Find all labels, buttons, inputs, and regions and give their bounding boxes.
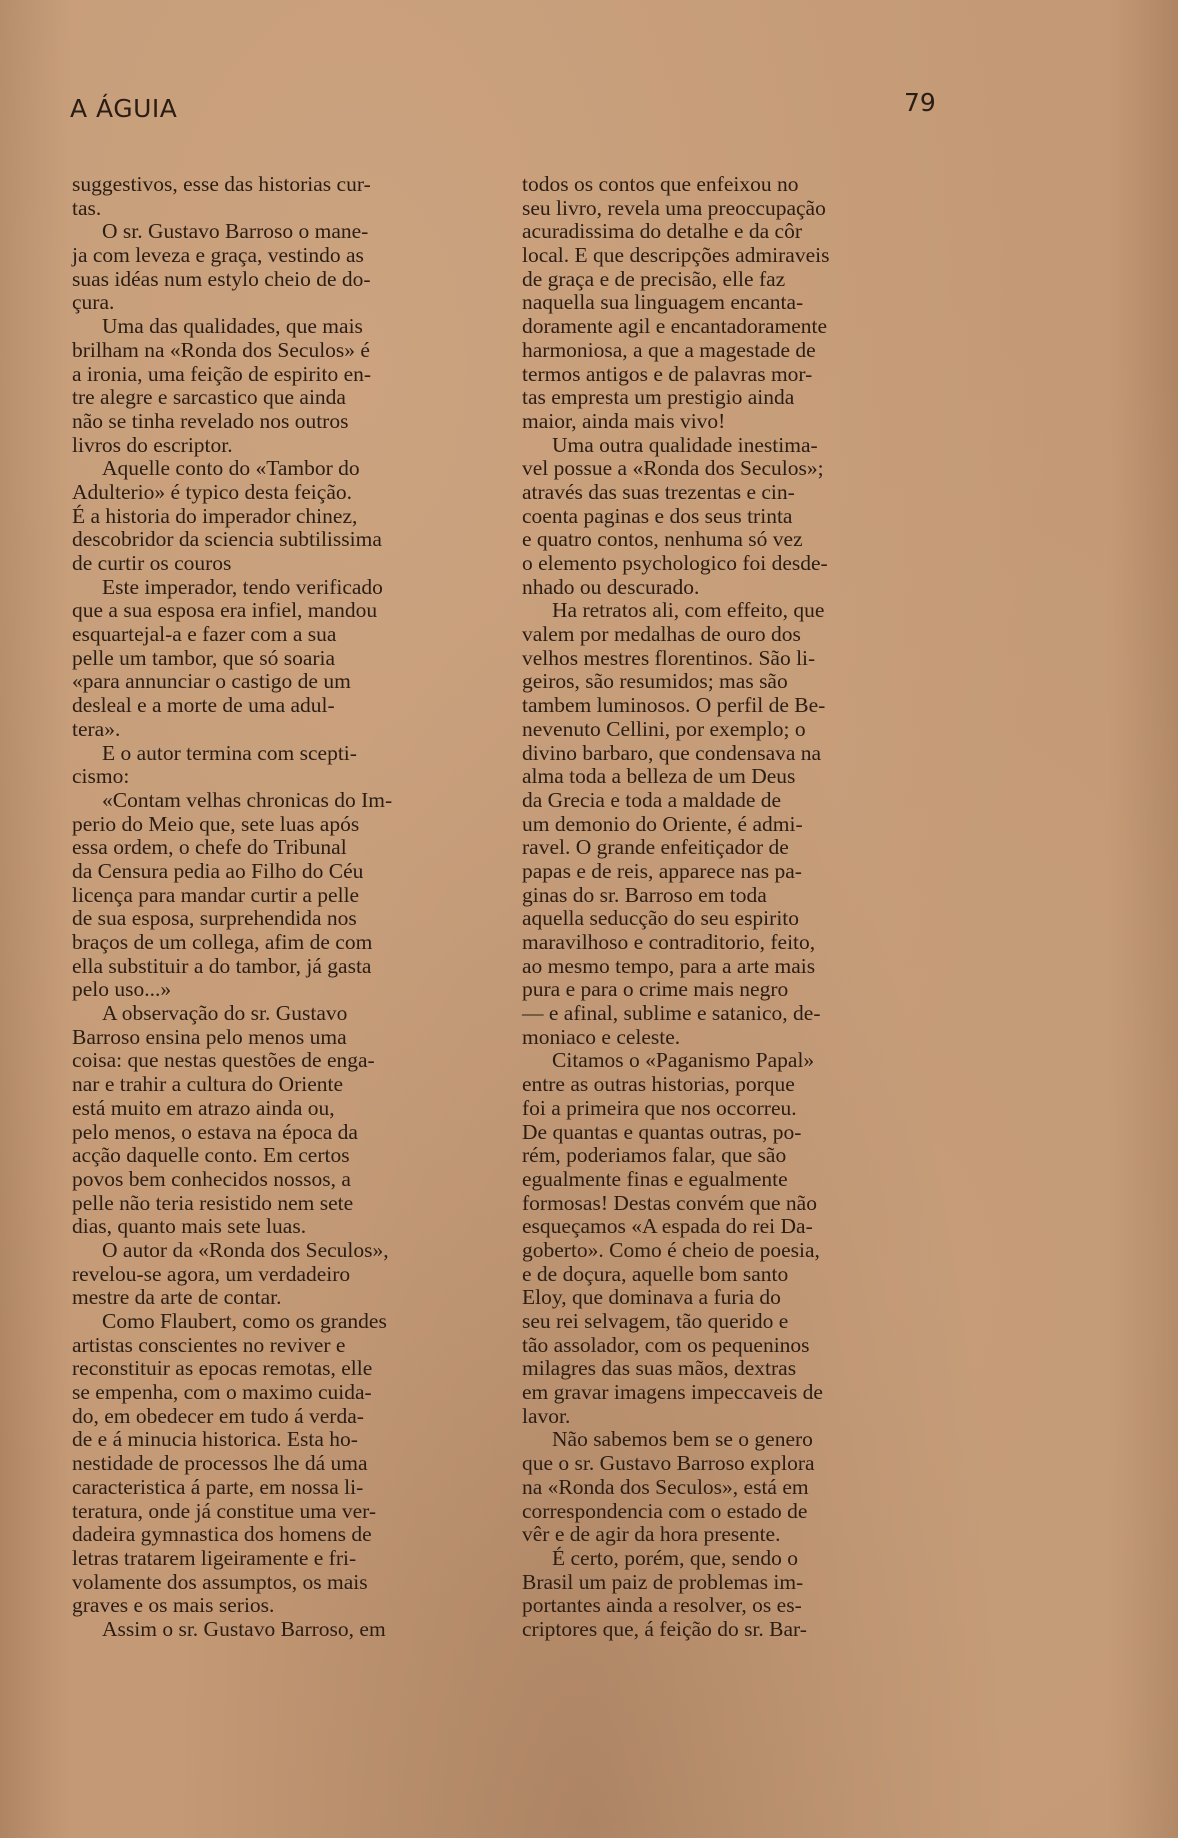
- text-line: divino barbaro, que condensava na: [522, 740, 822, 765]
- text-line: vel possue a «Ronda dos Seculos»;: [522, 456, 824, 481]
- text-line: cismo:: [72, 764, 130, 789]
- text-line: licença para mandar curtir a pelle: [72, 882, 360, 907]
- text-line: pelle não teria resistido nem sete: [72, 1190, 354, 1215]
- text-line: lavor.: [522, 1403, 571, 1428]
- text-line: Aquelle conto do «Tambor do: [102, 456, 360, 481]
- text-line: pelle um tambor, que só soaria: [72, 645, 336, 670]
- text-line: Citamos o «Paganismo Papal»: [552, 1048, 815, 1073]
- text-line: perio do Meio que, sete luas após: [72, 811, 360, 836]
- text-line: letras tratarem ligeiramente e fri-: [72, 1545, 357, 1570]
- text-line: volamente dos assumptos, os mais: [72, 1569, 368, 1594]
- text-line: braços de um collega, afim de com: [72, 930, 373, 954]
- text-line: tre alegre e sarcastico que ainda: [72, 385, 346, 410]
- text-line: nhado ou descurado.: [522, 574, 700, 599]
- text-line: alma toda a belleza de um Deus: [522, 764, 796, 789]
- text-line: doramente agil e encantadoramente: [522, 314, 828, 339]
- text-line: tas.: [72, 195, 102, 220]
- text-line: maravilhoso e contraditorio, feito,: [522, 930, 816, 954]
- text-line: entre as outras historias, porque: [522, 1072, 795, 1097]
- text-line: tão assolador, com os pequeninos: [522, 1332, 810, 1357]
- text-line: A observação do sr. Gustavo: [102, 1001, 348, 1026]
- text-line: Não sabemos bem se o genero: [552, 1427, 813, 1452]
- text-line: da Censura pedia ao Filho do Céu: [72, 858, 364, 883]
- text-line: tas empresta um prestigio ainda: [522, 385, 795, 410]
- text-line: «para annunciar o castigo de um: [72, 669, 351, 694]
- text-line: povos bem conhecidos nossos, a: [72, 1166, 351, 1191]
- running-head: A ÁGUIA: [70, 94, 178, 123]
- text-line: pura e para o crime mais negro: [522, 977, 789, 1002]
- text-line: o elemento psychologico foi desde-: [522, 551, 828, 575]
- text-line: Como Flaubert, como os grandes: [102, 1309, 387, 1333]
- text-line: — e afinal, sublime e satanico, de-: [522, 1001, 821, 1026]
- text-line: naquella sua linguagem encanta-: [522, 290, 804, 315]
- text-line: coisa: que nestas questões de enga-: [72, 1048, 375, 1073]
- text-line: ravel. O grande enfeitiçador de: [522, 835, 789, 860]
- text-line: tera».: [72, 716, 121, 741]
- text-line: Assim o sr. Gustavo Barroso, em: [102, 1616, 386, 1641]
- text-line: Adulterio» é typico desta feição.: [72, 479, 352, 504]
- text-line: seu rei selvagem, tão querido e: [522, 1309, 789, 1333]
- text-line: descobridor da sciencia subtilissima: [72, 527, 382, 552]
- text-line: geiros, são resumidos; mas são: [522, 669, 788, 694]
- text-line: pelo uso...»: [72, 977, 172, 1002]
- text-line: É a historia do imperador chinez,: [72, 503, 358, 528]
- text-line: ao mesmo tempo, para a arte mais: [522, 953, 816, 978]
- text-line: vêr e de agir da hora presente.: [522, 1522, 781, 1547]
- text-line: reconstituir as epocas remotas, elle: [72, 1356, 373, 1381]
- text-line: milagres das suas mãos, dextras: [522, 1356, 797, 1381]
- text-line: seu livro, revela uma preoccupação: [522, 195, 826, 220]
- text-line: moniaco e celeste.: [522, 1024, 681, 1049]
- text-line: portantes ainda a resolver, os es-: [522, 1593, 802, 1618]
- text-line: velhos mestres florentinos. São li-: [522, 645, 816, 670]
- text-line: ella substituir a do tambor, já gasta: [72, 953, 372, 978]
- text-line: coenta paginas e dos seus trinta: [522, 503, 793, 528]
- text-line: formosas! Destas convém que não: [522, 1190, 817, 1215]
- right-text-column: [522, 173, 942, 1642]
- text-line: acção daquelle conto. Em certos: [72, 1143, 350, 1168]
- text-line: nar e trahir a cultura do Oriente: [72, 1072, 344, 1097]
- text-line: ja com leveza e graça, vestindo as: [72, 243, 364, 268]
- text-line: E o autor termina com scepti-: [102, 740, 357, 765]
- text-line: çura.: [72, 290, 115, 315]
- text-line: artistas conscientes no reviver e: [72, 1332, 346, 1357]
- text-line: pelo menos, o estava na época da: [72, 1119, 358, 1144]
- text-line: da Grecia e toda a maldade de: [522, 787, 782, 812]
- text-line: em gravar imagens impeccaveis de: [522, 1380, 823, 1405]
- text-line: Barroso ensina pelo menos uma: [72, 1024, 347, 1049]
- left-text-column: [72, 173, 490, 1642]
- text-line: harmoniosa, a que a magestade de: [522, 337, 816, 362]
- text-line: está muito em atrazo ainda ou,: [72, 1095, 335, 1120]
- text-line: goberto». Como é cheio de poesia,: [522, 1237, 820, 1262]
- text-line: que a sua esposa era infiel, mandou: [72, 598, 378, 623]
- text-line: suggestivos, esse das historias cur-: [72, 172, 371, 196]
- text-line: mestre da arte de contar.: [72, 1285, 282, 1310]
- text-line: de sua esposa, surprehendida nos: [72, 906, 357, 931]
- text-line: caracteristica á parte, em nossa li-: [72, 1474, 364, 1499]
- text-line: através das suas trezentas e cin-: [522, 479, 795, 504]
- text-line: Este imperador, tendo verificado: [102, 574, 383, 599]
- text-line: nevenuto Cellini, por exemplo; o: [522, 716, 806, 741]
- text-line: O sr. Gustavo Barroso o mane-: [102, 219, 369, 244]
- text-line: teratura, onde já constitue uma ver-: [72, 1498, 377, 1523]
- text-line: papas e de reis, apparece nas pa-: [522, 858, 802, 883]
- text-line: de graça e de precisão, elle faz: [522, 266, 786, 291]
- text-line: e quatro contos, nenhuma só vez: [522, 527, 803, 552]
- text-line: revelou-se agora, um verdadeiro: [72, 1261, 351, 1286]
- text-line: Brasil um paiz de problemas im-: [522, 1569, 804, 1594]
- text-line: do, em obedecer em tudo á verda-: [72, 1403, 364, 1428]
- text-line: que o sr. Gustavo Barroso explora: [522, 1451, 815, 1476]
- text-line: rém, poderiamos falar, que são: [522, 1143, 787, 1168]
- text-line: nestidade de processos lhe dá uma: [72, 1451, 368, 1476]
- text-line: a ironia, uma feição de espirito en-: [72, 361, 372, 386]
- text-line: de curtir os couros: [72, 551, 232, 575]
- text-line: termos antigos e de palavras mor-: [522, 361, 813, 386]
- text-line: esqueçamos «A espada do rei Da-: [522, 1214, 813, 1239]
- text-line: desleal e a morte de uma adul-: [72, 693, 335, 718]
- text-line: local. E que descripções admiraveis: [522, 243, 830, 268]
- text-line: Ha retratos ali, com effeito, que: [552, 598, 825, 623]
- page-number: 79: [904, 88, 936, 117]
- text-line: se empenha, com o maximo cuida-: [72, 1380, 372, 1405]
- text-line: aquella seducção do seu espirito: [522, 906, 800, 931]
- text-line: todos os contos que enfeixou no: [522, 172, 799, 196]
- text-line: dias, quanto mais sete luas.: [72, 1214, 307, 1239]
- text-line: livros do escriptor.: [72, 432, 233, 457]
- text-line: esquartejal-a e fazer com a sua: [72, 622, 337, 647]
- text-line: um demonio do Oriente, é admi-: [522, 811, 803, 836]
- text-line: Uma outra qualidade inestima-: [552, 432, 818, 457]
- text-line: É certo, porém, que, sendo o: [552, 1545, 798, 1570]
- text-line: valem por medalhas de ouro dos: [522, 622, 801, 647]
- text-line: não se tinha revelado nos outros: [72, 408, 349, 433]
- text-line: criptores que, á feição do sr. Bar-: [522, 1616, 807, 1641]
- text-line: acuradissima do detalhe e da côr: [522, 219, 802, 244]
- text-line: de e á minucia historica. Esta ho-: [72, 1427, 358, 1452]
- text-line: brilham na «Ronda dos Seculos» é: [72, 337, 370, 362]
- text-line: De quantas e quantas outras, po-: [522, 1119, 802, 1144]
- text-line: graves e os mais serios.: [72, 1593, 275, 1618]
- text-line: correspondencia com o estado de: [522, 1498, 808, 1523]
- text-line: tambem luminosos. O perfil de Be-: [522, 693, 826, 718]
- text-line: «Contam velhas chronicas do Im-: [102, 787, 393, 812]
- text-line: dadeira gymnastica dos homens de: [72, 1522, 372, 1547]
- text-line: ginas do sr. Barroso em toda: [522, 882, 767, 907]
- text-line: Uma das qualidades, que mais: [102, 314, 363, 339]
- text-line: na «Ronda dos Seculos», está em: [522, 1474, 809, 1499]
- text-line: essa ordem, o chefe do Tribunal: [72, 835, 347, 860]
- text-line: suas idéas num estylo cheio de do-: [72, 266, 371, 291]
- text-line: egualmente finas e egualmente: [522, 1166, 788, 1191]
- text-line: O autor da «Ronda dos Seculos»,: [102, 1237, 389, 1262]
- text-line: maior, ainda mais vivo!: [522, 408, 726, 433]
- text-line: foi a primeira que nos occorreu.: [522, 1095, 797, 1120]
- text-line: Eloy, que dominava a furia do: [522, 1285, 781, 1310]
- text-line: e de doçura, aquelle bom santo: [522, 1261, 789, 1286]
